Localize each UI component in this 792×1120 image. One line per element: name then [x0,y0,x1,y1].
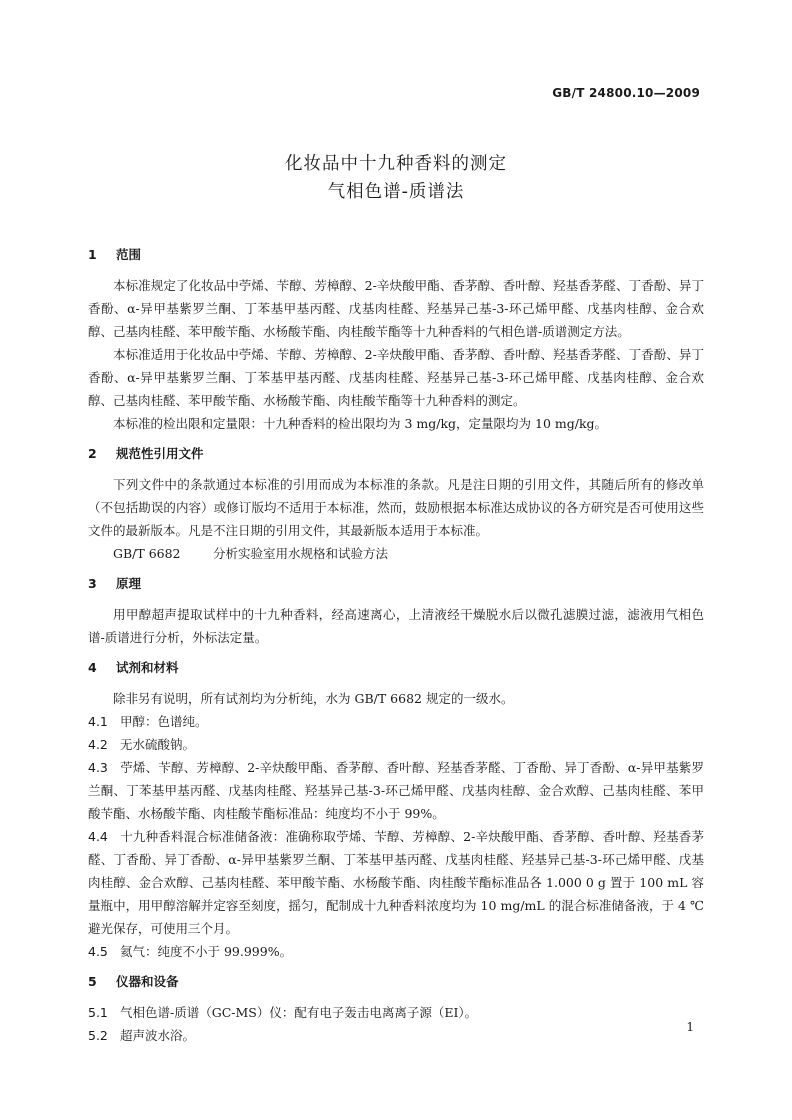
section-title: 原理 [116,576,142,591]
section-heading-reagents [88,657,704,679]
scope-paragraph-2: 本标准适用于化妆品中苧烯、苄醇、芳樟醇、2-辛炔酸甲酯、香茅醇、香叶醇、羟基香茅醛、丁香酚、异丁香酚、α-异甲基紫罗兰酮、丁苯基甲基丙醛、戊基肉桂醛、羟基异己基-3-环己烯甲醛、戊基肉桂醇、金合欢醇、己基肉桂醛、苯甲酸苄酯、水杨酸苄酯、肉桂酸苄酯等十九种香料的测定。 [88,347,704,408]
section-title: 规范性引用文件 [116,446,204,461]
item-number: 4.1 [88,714,108,729]
item-number: 4.5 [88,944,108,959]
section-title: 试剂和材料 [116,660,179,675]
section-title: 仪器和设备 [116,974,179,989]
reagent-item [88,940,704,963]
reagent-item [88,733,704,756]
item-number: 4.4 [88,829,108,844]
item-text: 气相色谱-质谱（GC-MS）仪：配有电子轰击电离离子源（EI）。 [120,1005,478,1020]
standard-code: GB/T 24800.10—2009 [552,86,700,100]
references-paragraph: 下列文件中的条款通过本标准的引用而成为本标准的条款。凡是注日期的引用文件，其随后所有的修改单（不包括勘误的内容）或修订版均不适用于本标准，然而，鼓励根据本标准达成协议的各方研究是否可使用这些文件的最新版本。凡是不注日期的引用文件，其最新版本适用于本标准。 [88,477,704,538]
section-number: 1 [88,247,97,262]
section-heading-principle [88,573,704,595]
reference-entry [88,542,704,565]
section-heading-normative-references [88,443,704,465]
item-text: 苧烯、苄醇、芳樟醇、2-辛炔酸甲酯、香茅醇、香叶醇、羟基香茅醛、丁香酚、异丁香酚、α-异甲基紫罗兰酮、丁苯基甲基丙醛、戊基肉桂醛、羟基异己基-3-环己烯甲醛、戊基肉桂醇、金合欢醇、己基肉桂醛、苯甲酸苄酯、水杨酸苄酯、肉桂酸苄酯标准品：纯度均不小于 99%。 [88,760,704,821]
section-number: 4 [88,660,97,675]
page-number: 1 [686,1020,694,1034]
item-text: 甲醇：色谱纯。 [120,714,208,729]
reagents-intro-paragraph: 除非另有说明，所有试剂均为分析纯，水为 GB/T 6682 规定的一级水。 [113,691,514,706]
scope-paragraph-1: 本标准规定了化妆品中苧烯、苄醇、芳樟醇、2-辛炔酸甲酯、香茅醇、香叶醇、羟基香茅醛、丁香酚、异丁香酚、α-异甲基紫罗兰酮、丁苯基甲基丙醛、戊基肉桂醛、羟基异己基-3-环己烯甲醛、戊基肉桂醇、金合欢醇、己基肉桂醛、苯甲酸苄酯、水杨酸苄酯、肉桂酸苄酯等十九种香料的气相色谱-质谱测定方法。 [88,278,704,339]
reference-code: GB/T 6682 [113,546,181,561]
item-number: 4.3 [88,760,108,775]
section-heading-apparatus [88,971,704,993]
reagent-item [88,756,704,825]
section-heading-scope [88,244,704,266]
item-number: 4.2 [88,737,108,752]
apparatus-item [88,1024,704,1047]
reagent-item [88,825,704,940]
item-number: 5.2 [88,1028,108,1043]
item-text: 十九种香料混合标准储备液：准确称取苧烯、苄醇、芳樟醇、2-辛炔酸甲酯、香茅醇、香叶醇、羟基香茅醛、丁香酚、异丁香酚、α-异甲基紫罗兰酮、丁苯基甲基丙醛、戊基肉桂醛、羟基异己基-3-环己烯甲醛、戊基肉桂醇、金合欢醇、己基肉桂醛、苯甲酸苄酯、水杨酸苄酯、肉桂酸苄酯标准品各 1.000 0 g 置于 100 mL 容量瓶中，用甲醇溶解并定容至刻度，摇匀，配制成十九种香料浓度均为 10 mg/mL 的混合标准储备液，于 4 ℃避光保存，可使用三个月。 [88,829,704,936]
principle-paragraph: 用甲醇超声提取试样中的十九种香料，经高速离心，上清液经干燥脱水后以微孔滤膜过滤，滤液用气相色谱-质谱进行分析，外标法定量。 [88,607,704,645]
document-subtitle: 气相色谱-质谱法 [327,182,465,202]
reference-title: 分析实验室用水规格和试验方法 [213,546,389,561]
section-number: 2 [88,446,97,461]
document-body [88,244,704,1047]
item-text: 氦气：纯度不小于 99.999%。 [120,944,293,959]
item-number: 5.1 [88,1005,108,1020]
document-title: 化妆品中十九种香料的测定 [285,154,507,174]
reagent-item [88,710,704,733]
apparatus-item [88,1001,704,1024]
item-text: 无水硫酸钠。 [120,737,196,752]
section-number: 3 [88,576,97,591]
section-number: 5 [88,974,97,989]
section-title: 范围 [116,247,142,262]
item-text: 超声波水浴。 [120,1028,196,1043]
scope-paragraph-3: 本标准的检出限和定量限：十九种香料的检出限均为 3 mg/kg，定量限均为 10 mg/kg。 [113,416,608,431]
